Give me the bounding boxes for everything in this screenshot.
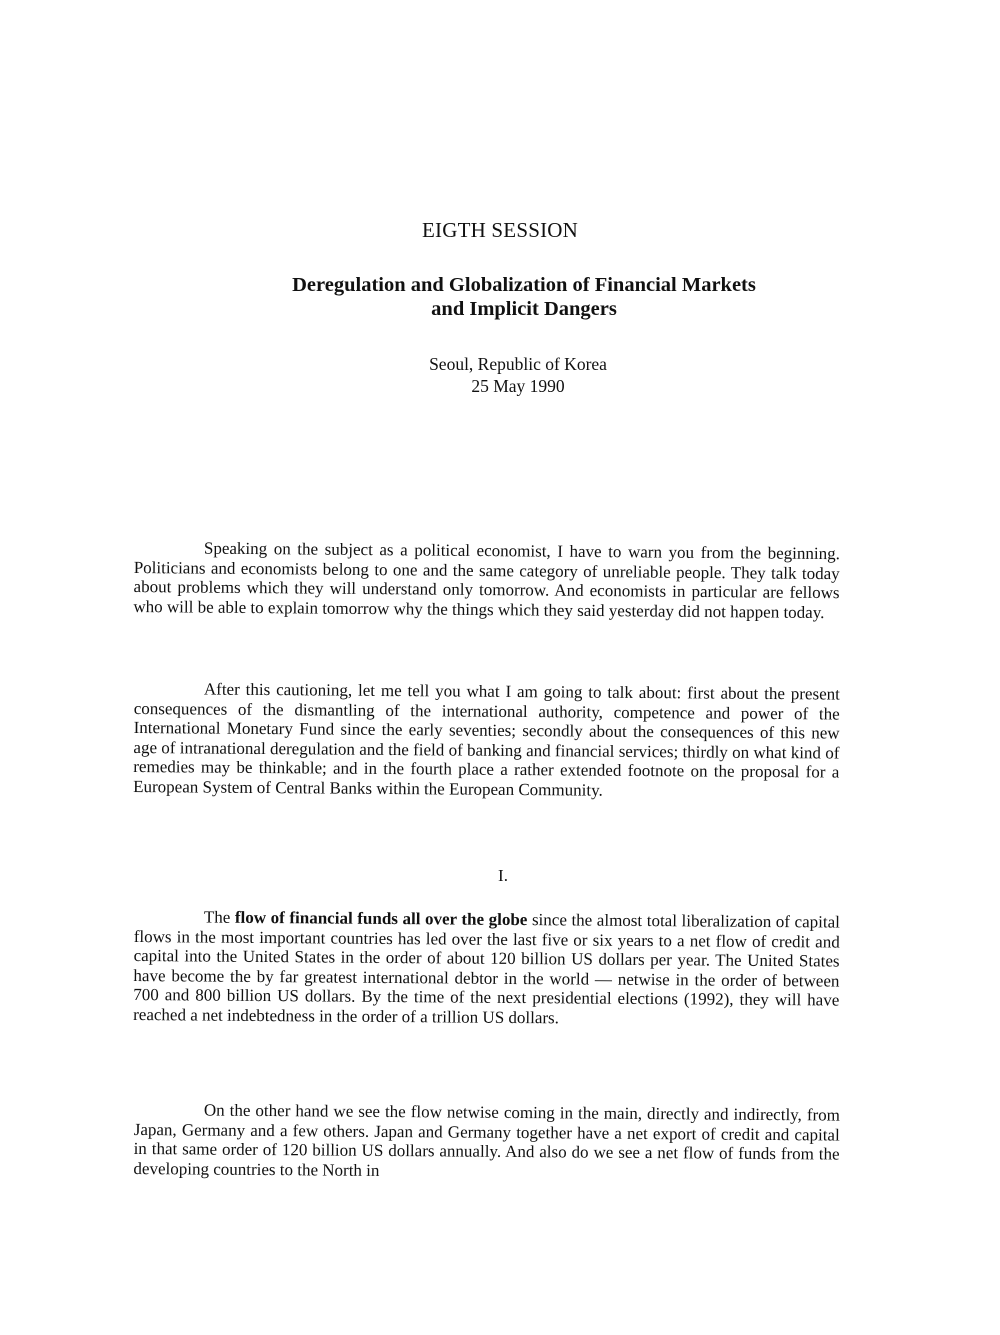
location: Seoul, Republic of Korea [429, 354, 607, 374]
session-title: EIGTH SESSION [421, 218, 579, 242]
paragraph-1: Speaking on the subject as a political economist, I have to warn you from the beginning. Politicians and economists belong to one and the same category of unreliable people. They talk today about problems which they will understand only tomorrow. And economists in particular are fellows who will be able to explain tomorrow why the things which they said yesterday did not happen today. [133, 538, 840, 622]
document-title-line2: and Implicit Dangers [431, 298, 617, 320]
paragraph-3-rest: since the almost total liberalization of capital flows in the most important countries has led over the last five or six years to a net flow of credit and capital into the United States in the order of about 120 billion US dollars per year. The United States have become the by far greatest international debtor in the world — netwise in the order of between 700 and 800 billion US dollars. By the time of the next presidential elections (1992), they will have reached a net indebtedness in the order of a trillion US dollars. [133, 910, 840, 1027]
section-numeral: I. [498, 866, 508, 885]
date: 25 May 1990 [471, 376, 565, 396]
document-title-line1: Deregulation and Globalization of Financial Markets [292, 274, 756, 296]
document-title [24, 273, 1000, 321]
paragraph-3-lead: The [203, 907, 236, 927]
paragraph-3 [133, 907, 840, 1030]
location-date-block [18, 353, 1000, 397]
paragraph-3-emphasis: flow of financial funds all over the globe [234, 907, 528, 930]
paragraph-4: On the other hand we see the flow netwise coming in the main, directly and indirectly, from Japan, Germany and a few others. Japan and Germany together have a net export of credit and capital in that same order of 120 billion US dollars annually. And also do we see a net flow of funds from the developing countries to the North in [133, 1100, 840, 1180]
paragraph-2: After this cautioning, let me tell you what I am going to talk about: first about the present consequences of the dismantling of the international authority, competence and power of the International Monetary Fund since the early seventies; secondly about the consequences of this new age of intranational deregulation and the field of banking and financial services; thirdly on what kind of remedies may be thinkable; and in the fourth place a rather extended footnote on the proposal for a European System of Central Banks within the European Community. [133, 679, 840, 800]
